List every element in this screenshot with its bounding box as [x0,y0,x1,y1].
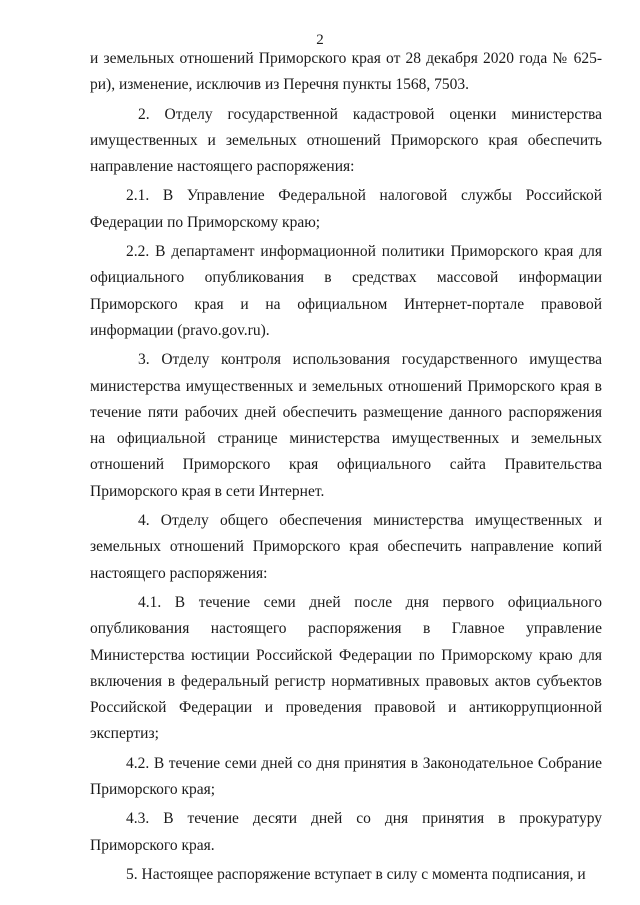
paragraph-item-3: 3. Отделу контроля использования государственного имущества министерства имущественных и земельных отношений Приморского края в течение пяти рабочих дней обеспечить размещение данного распоряжения на официальной странице министерства имущественных и земельных отношений Приморского края официального сайта Правительства Приморского края в сети Интернет. [90,351,602,500]
paragraph-continuation: и земельных отношений Приморского края от 28 декабря 2020 года № 625-ри), изменение, исключив из Перечня пункты 1568, 7503. [90,50,602,94]
paragraph-item-2-1: 2.1. В Управление Федеральной налоговой службы Российской Федерации по Приморскому краю; [90,187,602,231]
paragraph-item-4-3: 4.3. В течение десяти дней со дня принятия в прокуратуру Приморского края. [90,810,602,854]
paragraph-item-4: 4. Отделу общего обеспечения министерства имущественных и земельных отношений Приморского края обеспечить направление копий настоящего распоряжения: [90,512,602,582]
paragraph-item-4-1: 4.1. В течение семи дней после дня первого официального опубликования настоящего распоряжения в Главное управление Министерства юстиции Российской Федерации по Приморскому краю для включения в федеральный регистр нормативных правовых актов субъектов Российской Федерации и проведения правовой и антикоррупционной экспертиз; [90,593,602,743]
paragraph-item-5: 5. Настоящее распоряжение вступает в силу с момента подписания, и [126,865,586,883]
paragraph-item-4-2: 4.2. В течение семи дней со дня принятия в Законодательное Собрание Приморского края; [90,754,602,799]
document-body [90,46,602,888]
paragraph-item-2: 2. Отделу государственной кадастровой оценки министерства имущественных и земельных отношений Приморского края обеспечить направление настоящего распоряжения: [90,105,602,176]
page-number: 2 [316,32,324,48]
paragraph-item-2-2: 2.2. В департамент информационной политики Приморского края для официального опубликования в средствах массовой информации Приморского края и на официальном Интернет-портале правовой информации (pravo.gov.ru). [90,243,602,339]
